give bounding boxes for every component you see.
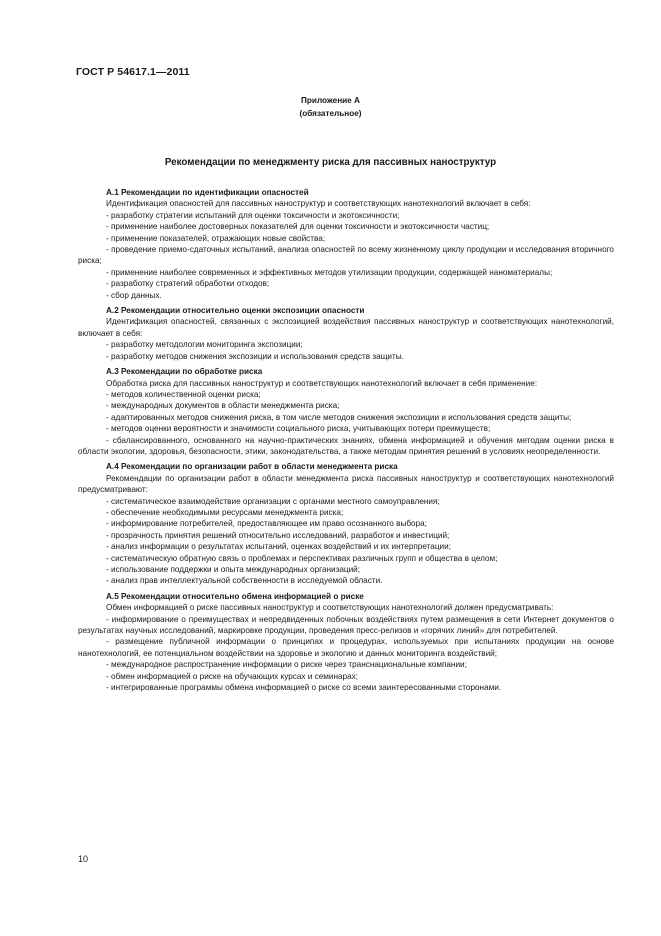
list-item: - методов количественной оценки риска; xyxy=(106,389,261,399)
list-item: - анализ информации о результатах испытаний, оценках воздействий и их интерпретации; xyxy=(106,542,451,552)
document-body xyxy=(78,187,614,693)
section-intro: Обработка риска для пассивных наноструктур и соответствующих нанотехнологий включает в себя применение: xyxy=(106,378,538,388)
section-heading: А.1 Рекомендации по идентификации опасностей xyxy=(106,188,309,197)
list-item: - разработку стратегий обработки отходов; xyxy=(106,279,270,289)
list-item: - международных документов в области менеджмента риска; xyxy=(106,401,340,411)
list-item: - разработку методологии мониторинга экспозиции; xyxy=(106,340,303,350)
section-a5 xyxy=(78,591,614,694)
list-item: - прозрачность принятия решений относительно исследований, разработок и инвестиций; xyxy=(106,530,450,540)
list-item: - информирование о преимуществах и непредвиденных побочных воздействиях путем размещения в сети Интернет документов о результатах научных исследований, маркировке продукции, проведения пресс-релизов и «горячих линий» для потребителей. xyxy=(78,614,614,636)
list-item: - адаптированных методов снижения риска, в том числе методов снижения экспозиции и использования средств защиты; xyxy=(106,412,572,422)
list-item: - использование поддержки и опыта международных организаций; xyxy=(106,565,361,574)
list-item: - обеспечение необходимыми ресурсами менеджмента риска; xyxy=(106,507,344,517)
appendix-label: Приложение А xyxy=(301,96,360,105)
list-item: - анализ прав интеллектуальной собственности в исследуемой области. xyxy=(106,576,383,586)
standard-number: ГОСТ Р 54617.1—2011 xyxy=(76,66,190,78)
list-item: - систематическую обратную связь о проблемах и перспективах различных групп и общества в целом; xyxy=(106,553,498,563)
list-item: - сбор данных. xyxy=(106,290,162,300)
list-item: - интегрированные программы обмена информацией о риске со всеми заинтересованными сторонами. xyxy=(106,683,502,693)
section-intro: Рекомендации по организации работ в области менеджмента риска пассивных наноструктур и соответствующих нанотехнологий предусматривают: xyxy=(78,473,614,495)
section-heading: А.4 Рекомендации по организации работ в области менеджмента риска xyxy=(106,462,398,472)
document-title: Рекомендации по менеджменту риска для пассивных наноструктур xyxy=(164,157,497,168)
appendix-status: (обязательное) xyxy=(299,109,362,118)
list-item: - информирование потребителей, предоставляющее им право осознанного выбора; xyxy=(106,519,427,529)
list-item: - применение наиболее достоверных показателей для оценки токсичности и экотоксичности частиц; xyxy=(106,222,490,232)
list-item: - размещение публичной информации о принципах и процедурах, используемых при испытаниях продукции на основе нанотехнологий, ее потенциальном воздействии на здоровье и экологию и данных мониторинга воздействий; xyxy=(78,637,614,658)
section-a2 xyxy=(78,305,614,362)
list-item: - разработку стратегии испытаний для оценки токсичности и экотоксичности; xyxy=(106,210,400,220)
list-item: - применение показателей, отражающих новые свойства; xyxy=(106,233,326,243)
section-a3 xyxy=(78,366,614,457)
page-number: 10 xyxy=(78,854,89,864)
section-heading: А.3 Рекомендации по обработке риска xyxy=(106,367,263,377)
list-item: - разработку методов снижения экспозиции и использования средств защиты. xyxy=(106,351,404,361)
section-a4 xyxy=(78,461,614,586)
section-a1 xyxy=(78,187,614,301)
section-heading: А.2 Рекомендации относительно оценки экспозиции опасности xyxy=(106,306,365,316)
section-heading: А.5 Рекомендации относительно обмена информацией о риске xyxy=(106,591,364,601)
list-item: - международное распространение информации о риске через транснациональные компании; xyxy=(106,660,467,670)
list-item: - обмен информацией о риске на обучающих курсах и семинарах; xyxy=(106,671,359,681)
section-intro: Идентификация опасностей, связанных с экспозицией воздействия пассивных наноструктур и соответствующих нанотехнологий, включает в себя: xyxy=(78,317,614,338)
list-item: - сбалансированного, основанного на научно-практических знаниях, обмена информацией и обучения методам оценки риска в области экологии, здоровья, безопасности, этики, законодательства, а также методам принятия решений в условиях неопределенности. xyxy=(78,435,614,456)
list-item: - методов оценки вероятности и значимости социального риска, учитывающих потери преимуществ; xyxy=(106,424,491,434)
section-intro: Идентификация опасностей для пассивных наноструктур и соответствующих нанотехнологий включает в себя: xyxy=(106,199,531,209)
list-item: - применение наиболее современных и эффективных методов утилизации продукции, содержащей наноматериалы; xyxy=(106,267,553,277)
section-intro: Обмен информацией о риске пассивных наноструктур и соответствующих нанотехнологий должен предусматривать: xyxy=(106,603,554,613)
list-item: - систематическое взаимодействие организации с органами местного самоуправления; xyxy=(106,496,440,506)
list-item: - проведение приемо-сдаточных испытаний, анализа опасностей по всему жизненному циклу продукции и исследования вторичного риска; xyxy=(78,245,614,266)
